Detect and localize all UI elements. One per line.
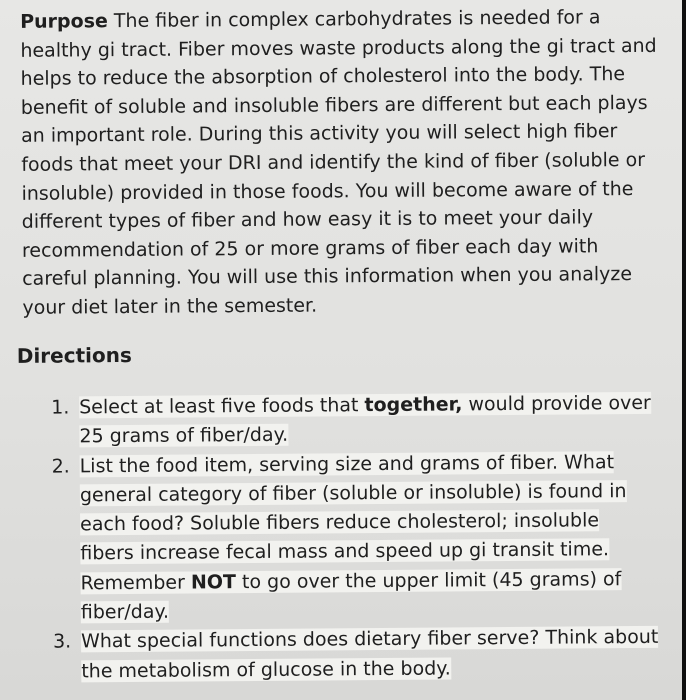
purpose-line: benefit of soluble and insoluble fibers are different but each plays	[20, 91, 648, 119]
purpose-label: Purpose	[20, 10, 108, 33]
item-number: 3.	[52, 630, 72, 653]
item-text: fibers increase fecal mass and speed up gi transit time.	[80, 538, 610, 565]
item-line	[80, 476, 686, 510]
item-text: What special functions does dietary fiber serve? Think about	[80, 626, 659, 653]
page-edge-shadow	[682, 0, 686, 700]
purpose-line: an important role. During this activity you will select high fiber	[20, 120, 618, 148]
purpose-line: different types of fiber and how easy it is to meet your daily	[21, 206, 594, 233]
item-text: each food? Soluble fibers reduce cholesterol; insoluble	[80, 509, 600, 536]
item-line	[81, 623, 686, 657]
purpose-line	[20, 3, 670, 37]
purpose-line-text: The fiber in complex carbohydrates is needed for a	[107, 6, 601, 33]
item-number: 2.	[51, 455, 70, 478]
item-line	[81, 652, 686, 686]
item-text: general category of fiber (soluble or insoluble) is found in	[79, 479, 627, 507]
directions-heading: Directions	[16, 342, 132, 368]
item-text: Select at least five foods that	[79, 394, 365, 419]
item-line	[81, 594, 686, 628]
emphasis-text: NOT	[190, 570, 237, 594]
item-line	[79, 418, 686, 452]
purpose-line: your diet later in the semester.	[22, 294, 318, 319]
purpose-line: insoluble) provided in those foods. You will become aware of the	[21, 177, 634, 205]
item-line	[79, 389, 686, 423]
direction-item-2	[52, 447, 686, 628]
purpose-line: careful planning. You will use this information when you analyze	[22, 263, 633, 291]
item-text: Remember	[80, 571, 192, 595]
directions-list	[51, 389, 686, 687]
item-text: would provide over	[462, 391, 651, 416]
purpose-line: foods that meet your DRI and identify the kind of fiber (soluble or	[21, 148, 646, 176]
item-number: 1.	[51, 396, 70, 419]
item-line	[80, 506, 686, 540]
item-text: the metabolism of glucose in the body.	[81, 657, 451, 683]
item-text: 25 grams of fiber/day.	[79, 424, 289, 448]
purpose-line: healthy gi tract. Fiber moves waste products along the gi tract and	[20, 34, 657, 62]
purpose-line: helps to reduce the absorption of cholesterol into the body. The	[20, 63, 626, 91]
purpose-paragraph	[20, 3, 672, 323]
item-text: fiber/day.	[80, 600, 170, 624]
item-line	[80, 447, 686, 481]
item-text: List the food item, serving size and grams of fiber. What	[79, 450, 615, 477]
item-line	[80, 535, 686, 569]
direction-item-1	[51, 389, 686, 453]
emphasis-text: together,	[364, 393, 463, 417]
item-text: to go over the upper limit (45 grams) of	[235, 567, 622, 593]
direction-item-3	[53, 623, 686, 687]
item-line	[80, 564, 686, 598]
purpose-line: recommendation of 25 or more grams of fiber each day with	[21, 235, 599, 262]
